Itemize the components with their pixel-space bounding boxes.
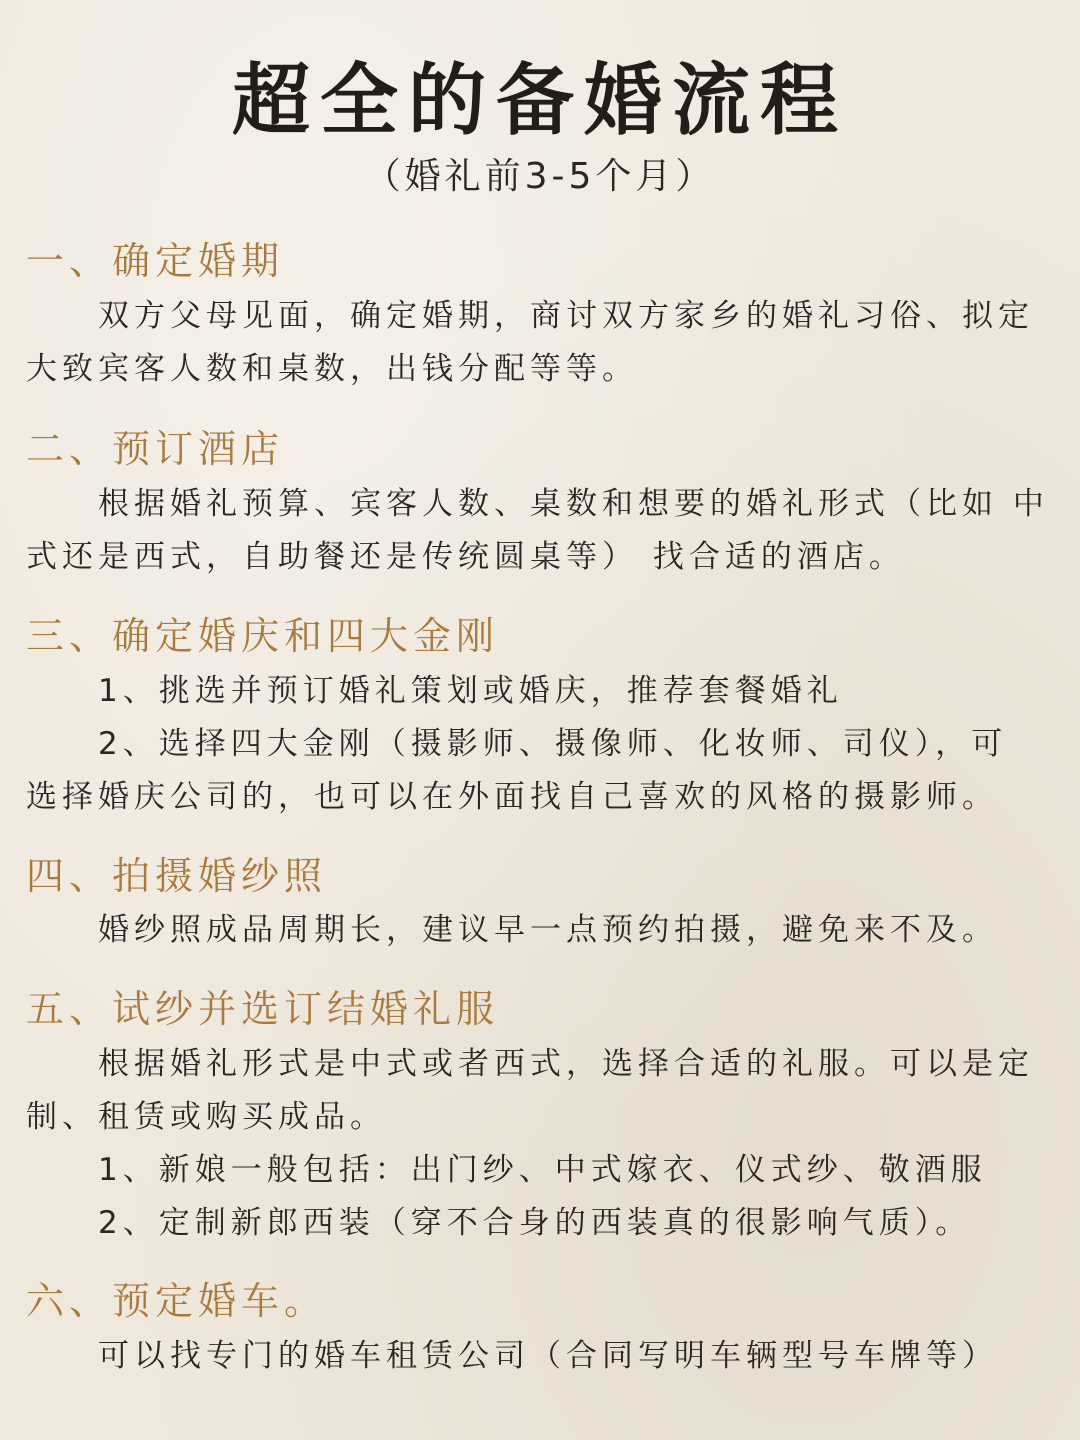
section-5-line-4: 2、定制新郎西装（穿不合身的西装真的很影响气质）。 [98,1205,972,1241]
section-1-heading: 一、确定婚期 [26,239,285,283]
section-2-line-1: 根据婚礼预算、宾客人数、桌数和想要的婚礼形式（比如 中 [98,486,1049,522]
page-title: 超全的备婚流程 [231,56,848,146]
section-2-line-2: 式还是西式，自助餐还是传统圆桌等） 找合适的酒店。 [26,539,905,575]
section-1-line-1: 双方父母见面，确定婚期，商讨双方家乡的婚礼习俗、拟定 [98,298,1034,334]
section-6-line-1: 可以找专门的婚车租赁公司（合同写明车辆型号车牌等） [98,1338,998,1374]
section-5-line-1: 根据婚礼形式是中式或者西式，选择合适的礼服。可以是定 [98,1046,1034,1082]
section-5-line-2: 制、租赁或购买成品。 [26,1099,386,1135]
section-6-heading: 六、预定婚车。 [26,1279,328,1323]
section-3-line-1: 1、挑选并预订婚礼策划或婚庆，推荐套餐婚礼 [98,673,843,709]
section-3-line-2: 2、选择四大金刚（摄影师、摄像师、化妆师、司仪），可 [98,726,1008,762]
section-3-heading: 三、确定婚庆和四大金刚 [26,614,500,658]
section-2-heading: 二、预订酒店 [26,427,285,471]
page-subtitle: （婚礼前3-5个月） [364,156,716,197]
section-5-line-3: 1、新娘一般包括：出门纱、中式嫁衣、仪式纱、敬酒服 [98,1152,987,1188]
section-4-line-1: 婚纱照成品周期长，建议早一点预约拍摄，避免来不及。 [98,912,998,948]
section-5-heading: 五、试纱并选订结婚礼服 [26,987,500,1031]
section-1-line-2: 大致宾客人数和桌数，出钱分配等等。 [26,351,638,387]
section-4-heading: 四、拍摄婚纱照 [26,854,328,898]
section-3-line-3: 选择婚庆公司的，也可以在外面找自己喜欢的风格的摄影师。 [26,779,998,815]
